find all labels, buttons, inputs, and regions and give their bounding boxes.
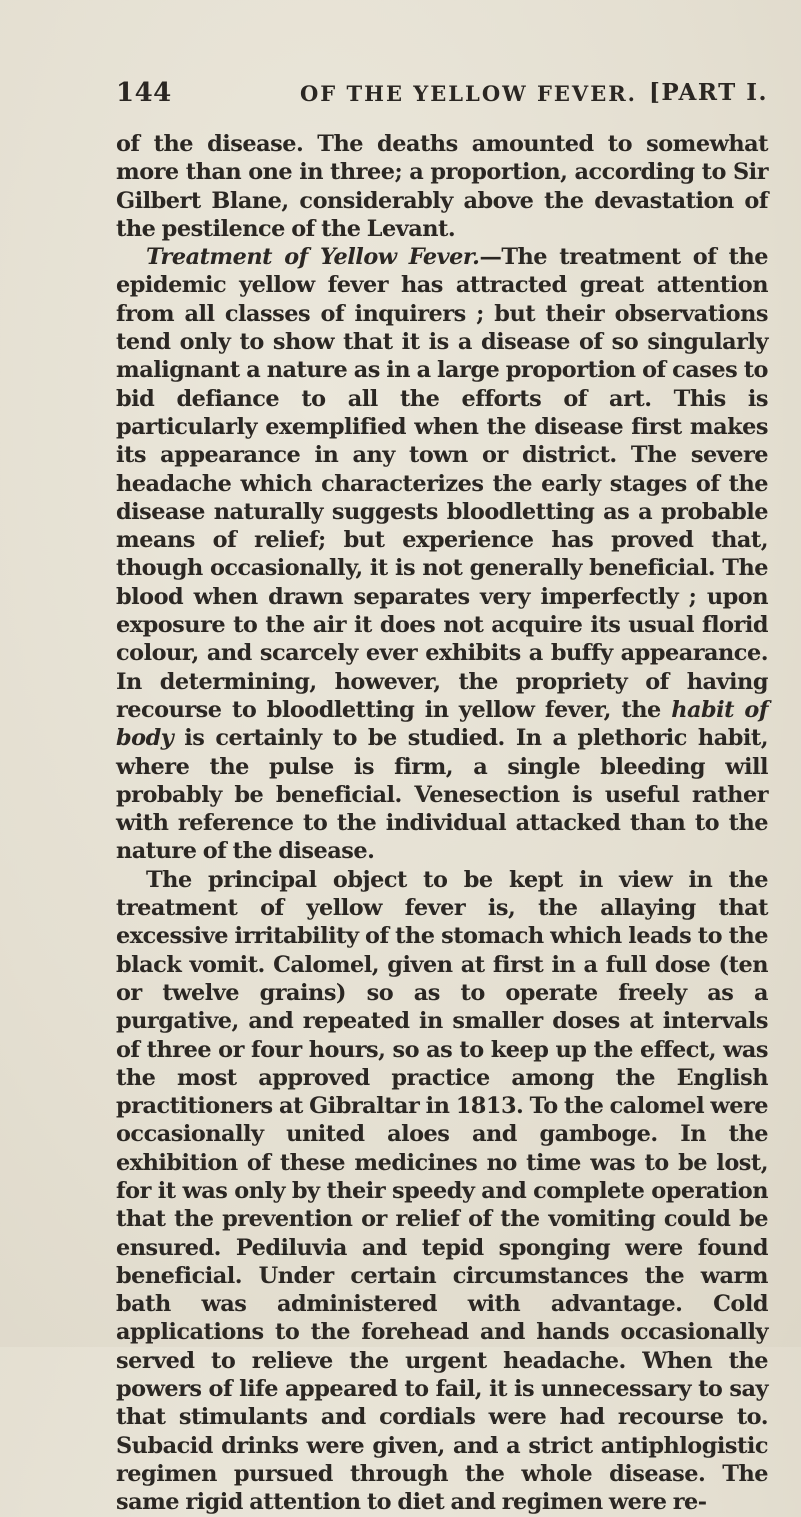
paragraph-text: of the disease. The deaths amounted to somewhat more than one in three; a proportion, according to Sir Gilbert Blane, considerably above the devastation of the pestilence of the Levant. — [116, 131, 768, 242]
page-number: 144 — [116, 78, 172, 108]
section-heading: Treatment of Yellow Fever. — [146, 244, 480, 271]
paragraph-text: The principal object to be kept in view in the treatment of yellow fever is, the allaying that excessive irritability of the stomach which leads to the black vomit. Calomel, given at first in a full dose (ten or twelve grains) so as to operate freely as a purgative, and repeated in smaller doses at intervals of three or four hours, so as to keep up the effect, was the most approved practice among the English practitioners at Gibraltar in 1813. To the calomel were occasionally united aloes and gamboge. In the exhibition of these medicines no time was to be lost, for it was only by their speedy and complete operation that the prevention or relief of the vomiting could be ensured. Pediluvia and tepid sponging were found beneficial. Under certain circumstances the warm bath was administered with advantage. Cold applications to the forehead and hands occasionally served to relieve the urgent headache. When the powers of life appeared to fail, it is unnecessary to say that stimulants and cordials were had recourse to. Subacid drinks were given, and a strict antiphlogistic regimen pursued through the whole disease. The same rigid attention to diet and regimen were re- — [116, 866, 768, 1516]
paragraph-continuation — [116, 130, 768, 243]
body-text — [116, 130, 768, 1517]
running-title: OF THE YELLOW FEVER. — [300, 81, 637, 106]
paragraph-treatment — [116, 243, 768, 866]
running-head — [116, 78, 768, 112]
part-label: [PART I. — [649, 79, 768, 106]
emphasis-text: habit of body — [116, 696, 769, 752]
paragraph-text: —The treatment of the epidemic yellow fever has attracted great attention from all classes of inquirers ; but their observations tend only to show that it is a disease of so singularly malignant a nature as in a large proportion of cases to bid defiance to all the efforts of art. This is particularly exemplified when the disease first makes its appearance in any town or district. The severe headache which characterizes the early stages of the disease naturally suggests bloodletting as a probable means of relief; but experience has proved that, though occasionally, it is not generally beneficial. The blood when drawn separates very imperfectly ; upon exposure to the air it does not acquire its usual florid colour, and scarcely ever exhibits a buffy appearance. In determining, however, the propriety of having recourse to bloodletting in yellow fever, the — [116, 244, 768, 723]
paragraph-principal-object — [116, 866, 768, 1517]
paragraph-text-continued: is certainly to be studied. In a plethoric habit, where the pulse is firm, a single bleeding will probably be beneficial. Venesection is useful rather with reference to the individual attacked than to the nature of the disease. — [116, 725, 768, 865]
